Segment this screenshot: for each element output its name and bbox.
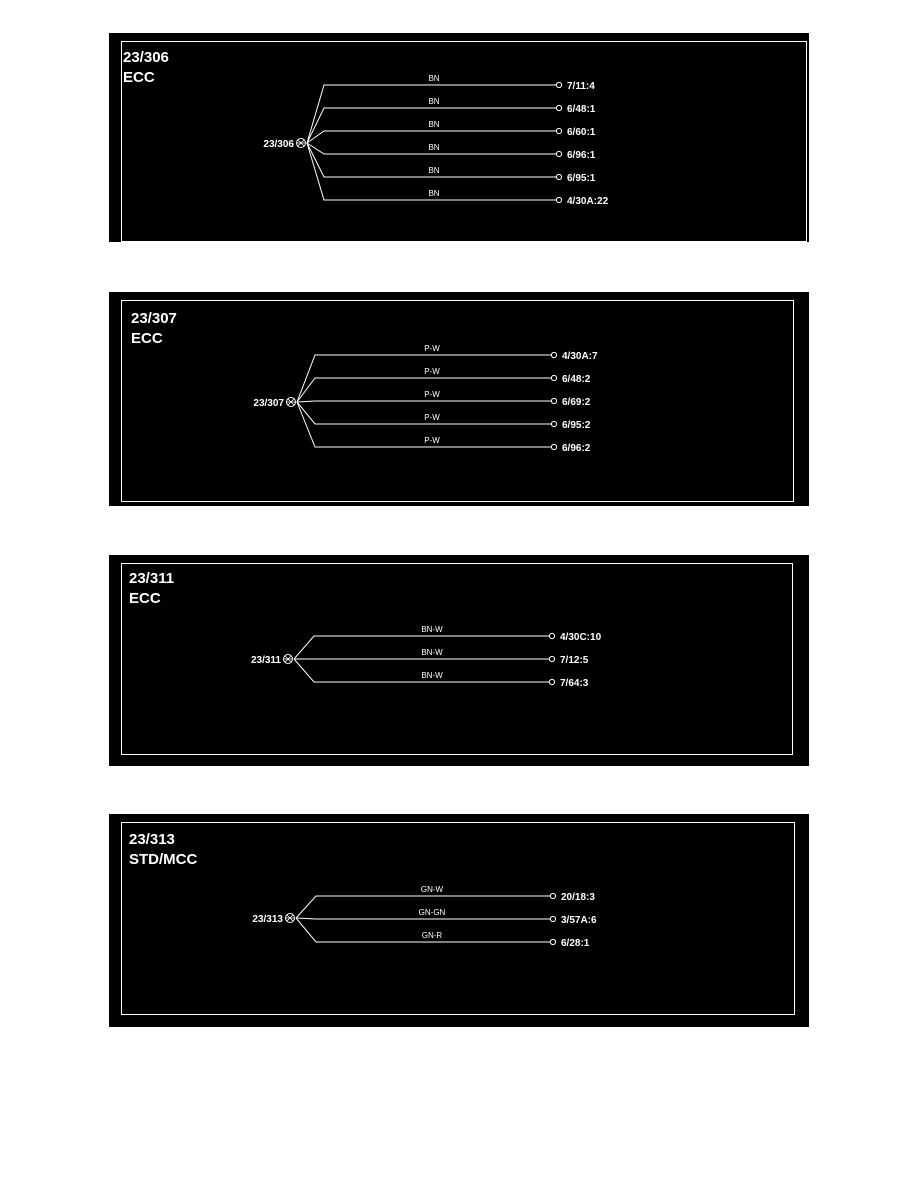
wire-color-label: BN bbox=[428, 120, 440, 129]
terminal-label: 6/69:2 bbox=[562, 397, 591, 408]
wire-line bbox=[296, 918, 550, 919]
terminal-label: 4/30C:10 bbox=[560, 632, 602, 643]
terminal-label: 6/48:2 bbox=[562, 374, 591, 385]
hub-label: 23/313 bbox=[252, 914, 283, 925]
terminal-circle bbox=[550, 916, 555, 921]
terminal-label: 6/95:1 bbox=[567, 173, 596, 184]
terminal-circle bbox=[556, 197, 561, 202]
terminal-circle bbox=[549, 679, 554, 684]
wire-color-label: P-W bbox=[424, 344, 440, 353]
wire-color-label: P-W bbox=[424, 367, 440, 376]
terminal-label: 7/12:5 bbox=[560, 655, 589, 666]
terminal-label: 6/96:1 bbox=[567, 150, 596, 161]
terminal-label: 7/11:4 bbox=[567, 81, 595, 92]
wire-line bbox=[307, 85, 556, 143]
terminal-circle bbox=[556, 151, 561, 156]
diagram-panel-23-307 bbox=[109, 292, 809, 506]
terminal-circle bbox=[549, 633, 554, 638]
diagram-system: ECC bbox=[131, 330, 163, 347]
terminal-label: 20/18:3 bbox=[561, 892, 595, 903]
terminal-circle bbox=[551, 444, 556, 449]
wire-color-label: BN bbox=[428, 97, 440, 106]
terminal-circle bbox=[556, 82, 561, 87]
terminal-circle bbox=[551, 421, 556, 426]
terminal-label: 6/95:2 bbox=[562, 420, 591, 431]
terminal-label: 7/64:3 bbox=[560, 678, 589, 689]
diagram-system: STD/MCC bbox=[129, 851, 198, 868]
wire-line bbox=[307, 131, 556, 143]
wire-color-label: P-W bbox=[424, 413, 440, 422]
terminal-circle bbox=[556, 174, 561, 179]
wire-color-label: GN-W bbox=[420, 885, 444, 894]
diagram-panel-23-311 bbox=[109, 555, 809, 766]
wire-line bbox=[297, 401, 551, 402]
diagram-id: 23/306 bbox=[123, 49, 169, 66]
terminal-label: 6/48:1 bbox=[567, 104, 596, 115]
wire-color-label: BN bbox=[428, 166, 440, 175]
terminal-label: 3/57A:6 bbox=[561, 915, 597, 926]
wire-color-label: BN bbox=[428, 189, 440, 198]
wire-color-label: P-W bbox=[424, 390, 440, 399]
diagram-id: 23/311 bbox=[129, 570, 175, 587]
terminal-circle bbox=[556, 105, 561, 110]
diagram-id: 23/307 bbox=[131, 310, 177, 327]
wire-color-label: BN-W bbox=[421, 625, 443, 634]
wire-color-label: GN-R bbox=[421, 931, 443, 940]
wire-color-label: BN bbox=[428, 143, 440, 152]
wiring-diagram-23-313 bbox=[109, 814, 809, 1027]
wire-color-label: P-W bbox=[424, 436, 440, 445]
wire-color-label: BN bbox=[428, 74, 440, 83]
diagram-panel-23-306 bbox=[109, 33, 809, 242]
wiring-diagram-23-307 bbox=[109, 292, 809, 506]
terminal-label: 4/30A:7 bbox=[562, 351, 598, 362]
terminal-label: 4/30A:22 bbox=[567, 196, 609, 207]
terminal-label: 6/28:1 bbox=[561, 938, 590, 949]
terminal-circle bbox=[551, 375, 556, 380]
diagram-frame bbox=[122, 42, 807, 242]
terminal-circle bbox=[551, 352, 556, 357]
terminal-circle bbox=[556, 128, 561, 133]
wire-color-label: BN-W bbox=[421, 648, 443, 657]
diagram-id: 23/313 bbox=[129, 831, 175, 848]
terminal-label: 6/96:2 bbox=[562, 443, 591, 454]
terminal-circle bbox=[550, 939, 555, 944]
wiring-diagram-23-311 bbox=[109, 555, 809, 766]
diagram-panel-23-313 bbox=[109, 814, 809, 1027]
hub-label: 23/306 bbox=[263, 139, 294, 150]
hub-label: 23/307 bbox=[253, 398, 284, 409]
wire-color-label: GN-GN bbox=[418, 908, 446, 917]
hub-label: 23/311 bbox=[250, 655, 281, 666]
terminal-circle bbox=[551, 398, 556, 403]
wiring-diagram-23-306 bbox=[109, 33, 809, 242]
wire-color-label: BN-W bbox=[421, 671, 443, 680]
terminal-circle bbox=[550, 893, 555, 898]
diagram-system: ECC bbox=[123, 69, 155, 86]
terminal-circle bbox=[549, 656, 554, 661]
diagram-system: ECC bbox=[129, 590, 161, 607]
terminal-label: 6/60:1 bbox=[567, 127, 596, 138]
